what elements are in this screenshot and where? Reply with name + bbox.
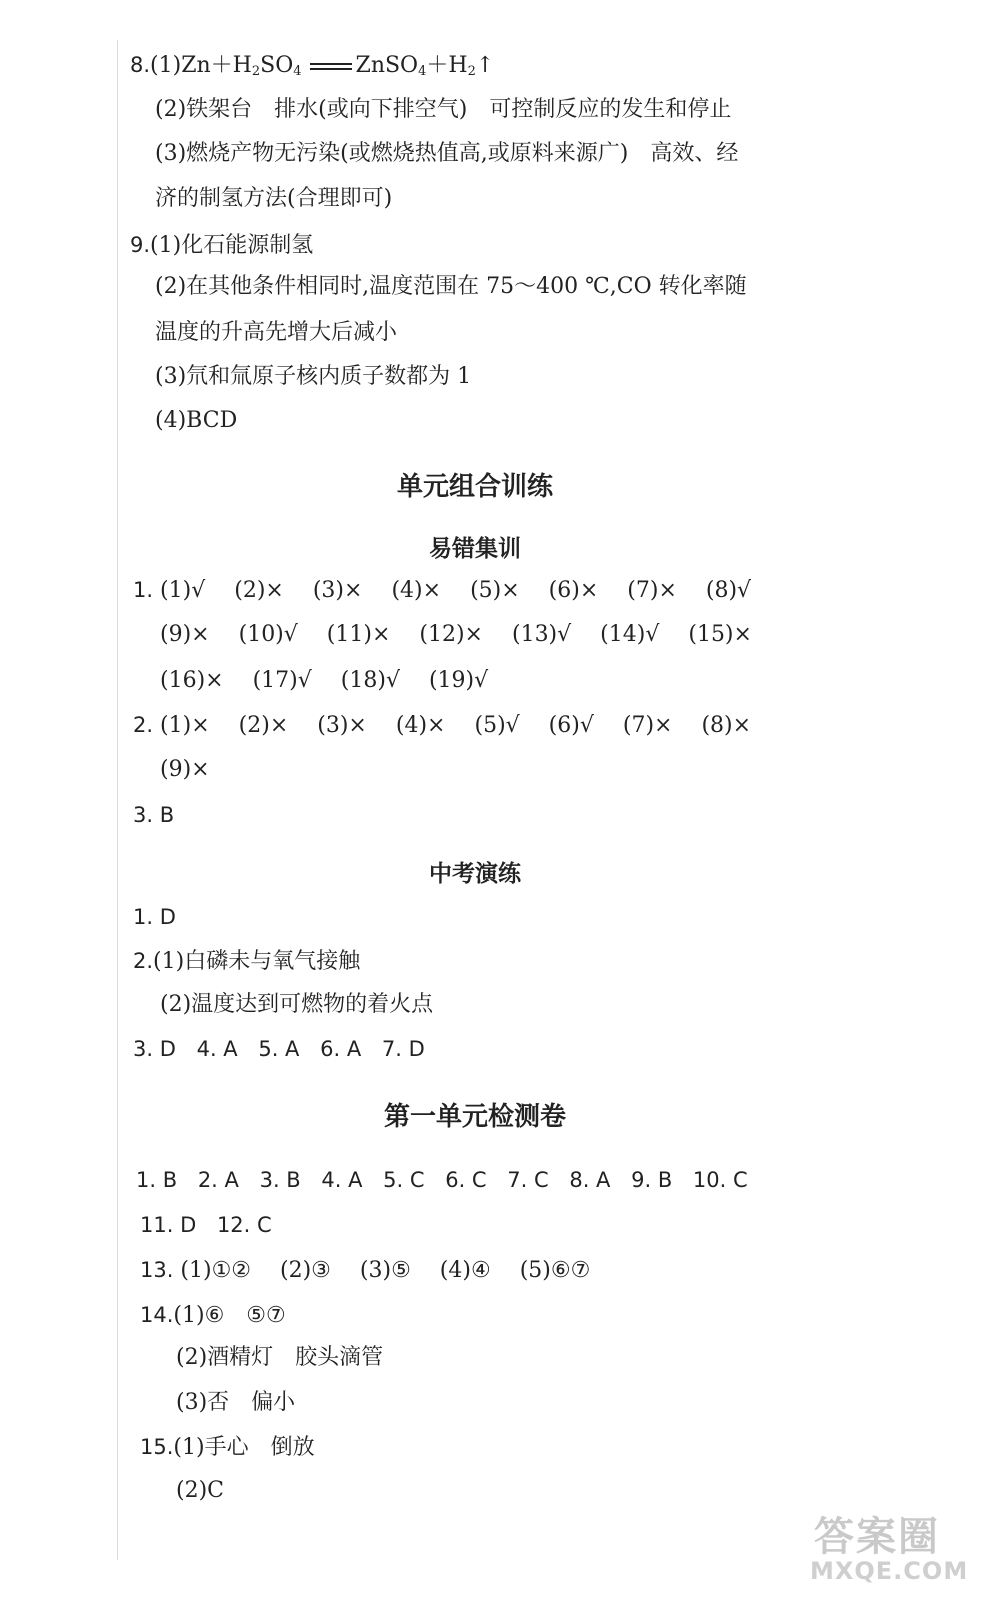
exam-q1: 1. D — [133, 905, 176, 929]
exam-q2-part1: 2.(1)白磷未与氧气接触 — [133, 949, 361, 974]
q9-part4: (4)BCD — [155, 408, 238, 433]
test-q14-part1: 14.(1)⑥ ⑤⑦ — [140, 1303, 286, 1328]
test-q15-part2: (2)C — [176, 1478, 224, 1503]
test-q15-part1: 15.(1)手心 倒放 — [140, 1435, 315, 1460]
errors-q2-row1: 2. (1)× (2)× (3)× (4)× (5)√ (6)√ (7)× (8)× — [133, 713, 752, 738]
q8-part3-line1: (3)燃烧产物无污染(或燃烧热值高,或原料来源广) 高效、经 — [155, 141, 739, 166]
equation-equals-bar — [310, 63, 352, 70]
errors-q1-row1: 1. (1)√ (2)× (3)× (4)× (5)× (6)× (7)× (8)√ — [133, 578, 752, 603]
q8-part1: $8.(1)Zn+H_2SO_4$ $ZnSO_4+H_2↑$ — [130, 53, 495, 79]
errors-q1-row3: (16)× (17)√ (18)√ (19)√ — [160, 668, 489, 693]
errors-q3: 3. B — [133, 803, 175, 827]
errors-q2-label: 2. — [133, 713, 154, 737]
q9-part1: 9.(1)化石能源制氢 — [130, 233, 314, 258]
gas-arrow-icon: ↑ — [475, 53, 495, 78]
test-q14-part2: (2)酒精灯 胶头滴管 — [176, 1345, 384, 1370]
errors-q1-label: 1. — [133, 578, 154, 602]
test-q14-label: 14. — [140, 1303, 174, 1327]
exam-q2-label: 2. — [133, 949, 154, 973]
test-q15-label: 15. — [140, 1435, 174, 1459]
q8-part3-line2: 济的制氢方法(合理即可) — [155, 186, 393, 211]
exam-q2-part2: (2)温度达到可燃物的着火点 — [160, 992, 434, 1017]
test-q13: 13. (1)①② (2)③ (3)⑤ (4)④ (5)⑥⑦ — [140, 1258, 591, 1283]
page-margin-line — [117, 40, 118, 1560]
test-row1: 1. B 2. A 3. B 4. A 5. C 6. C 7. C 8. A 9. B 10. C — [136, 1168, 748, 1192]
section-title-unit-test: 第一单元检测卷 — [383, 1102, 566, 1132]
section-title-error-practice: 易错集训 — [429, 536, 521, 562]
watermark-url: MXQE.COM — [810, 1557, 969, 1585]
q9-label: 9. — [130, 233, 151, 257]
exam-q3-to-q7: 3. D 4. A 5. A 6. A 7. D — [133, 1037, 425, 1061]
errors-q1-row2: (9)× (10)√ (11)× (12)× (13)√ (14)√ (15)× — [160, 622, 752, 647]
site-watermark — [808, 1505, 984, 1590]
q9-part2-line1: (2)在其他条件相同时,温度范围在 75～400 ℃,CO 转化率随 — [155, 274, 747, 299]
q8-part2: (2)铁架台 排水(或向下排空气) 可控制反应的发生和停止 — [155, 97, 732, 122]
test-q13-label: 13. — [140, 1258, 174, 1282]
test-q14-part3: (3)否 偏小 — [176, 1390, 296, 1415]
q9-part2-line2: 温度的升高先增大后减小 — [155, 320, 398, 345]
test-row2: 11. D 12. C — [140, 1213, 272, 1237]
q8-label: 8. — [130, 53, 151, 77]
section-title-exam-practice: 中考演练 — [429, 861, 521, 887]
q9-part3: (3)氘和氚原子核内质子数都为 1 — [155, 364, 472, 389]
errors-q2-row2: (9)× — [160, 757, 210, 782]
watermark-logo-text: 答案圈 — [814, 1514, 940, 1560]
section-title-unit-training: 单元组合训练 — [396, 472, 553, 502]
